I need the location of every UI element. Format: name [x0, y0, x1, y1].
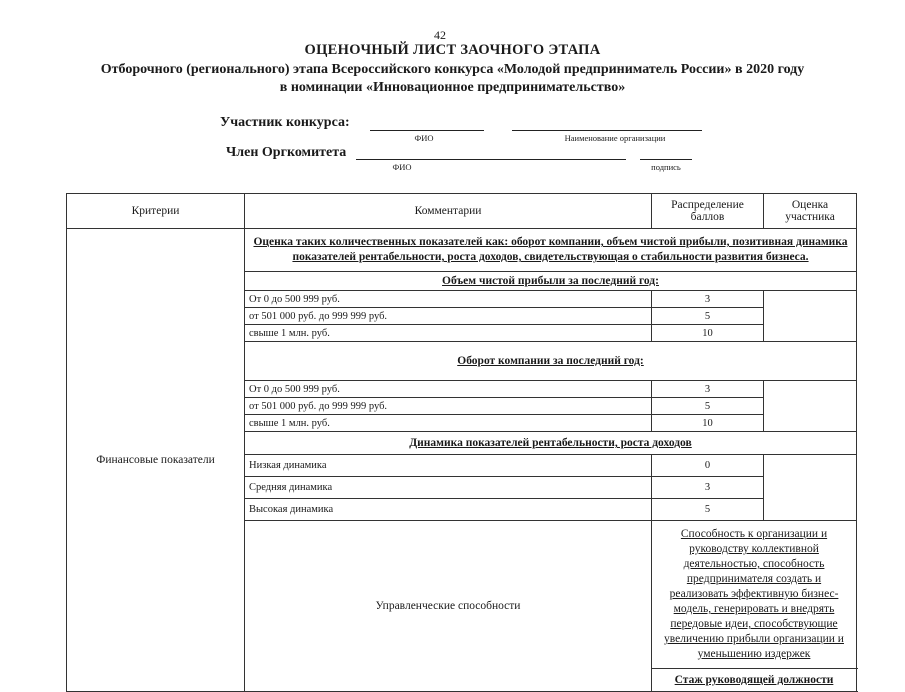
- header-comments: Комментарии: [245, 194, 652, 229]
- header-score: Оценка участника: [764, 194, 857, 229]
- management-description: Способность к организации и руководству коллективной деятельностью, способность предпринимателя создать и реализовать эффективную бизнес-модель, генерировать и внедрять передовые идеи, способствующие увеличению прибыли организации и уменьшению издержек: [652, 521, 857, 669]
- row-points: 0: [652, 455, 764, 477]
- document-title: ОЦЕНОЧНЫЙ ЛИСТ ЗАОЧНОГО ЭТАПА: [304, 42, 601, 58]
- row-label: свыше 1 млн. руб.: [245, 325, 652, 342]
- row-label: От 0 до 500 999 руб.: [245, 381, 652, 398]
- financial-description: Оценка таких количественных показателей как: оборот компании, объем чистой прибыли, позитивная динамика показателей рентабельности, роста доходов, свидетельствующая о стабильности развития бизнеса.: [245, 229, 857, 272]
- member-label: Член Оргкомитета: [226, 145, 347, 160]
- row-points: 3: [652, 477, 764, 499]
- row-points: 3: [652, 381, 764, 398]
- experience-title: Стаж руководящей должности: [652, 669, 857, 692]
- row-label: свыше 1 млн. руб.: [245, 415, 652, 432]
- row-label: Высокая динамика: [245, 499, 652, 521]
- participant-org-line: [512, 130, 702, 131]
- score-cell-net-profit[interactable]: [764, 291, 857, 342]
- row-label: от 501 000 руб. до 999 999 руб.: [245, 308, 652, 325]
- dynamics-title: Динамика показателей рентабельности, роста доходов: [245, 432, 857, 455]
- member-fio-caption: ФИО: [392, 162, 412, 172]
- document-subtitle-line1: Отборочного (регионального) этапа Всероссийского конкурса «Молодой предприниматель России» в 2020 году: [100, 62, 805, 77]
- member-sign-caption: подпись: [651, 162, 681, 172]
- header-criteria: Критерии: [67, 194, 245, 229]
- row-points: 10: [652, 415, 764, 432]
- participant-org-caption: Наименование организации: [564, 133, 666, 143]
- row-label: Средняя динамика: [245, 477, 652, 499]
- page-number: 42: [434, 28, 446, 42]
- row-points: 3: [652, 291, 764, 308]
- participant-fio-caption: ФИО: [414, 133, 434, 143]
- criterion-management: Управленческие способности: [245, 521, 652, 692]
- participant-fio-line: [370, 130, 484, 131]
- row-points: 10: [652, 325, 764, 342]
- row-label: Низкая динамика: [245, 455, 652, 477]
- row-points: 5: [652, 308, 764, 325]
- participant-label: Участник конкурса:: [220, 115, 350, 130]
- table-header-row: [67, 194, 857, 229]
- header-points: Распределение баллов: [652, 194, 764, 229]
- table-row: [67, 229, 857, 272]
- row-label: От 0 до 500 999 руб.: [245, 291, 652, 308]
- evaluation-table: [66, 193, 857, 692]
- document-subtitle-line2: в номинации «Инновационное предпринимательство»: [279, 80, 626, 95]
- member-fio-line: [356, 159, 626, 160]
- member-sign-line: [640, 159, 692, 160]
- criterion-financial: Финансовые показатели: [67, 229, 245, 692]
- turnover-title: Оборот компании за последний год:: [245, 342, 857, 381]
- row-label: от 501 000 руб. до 999 999 руб.: [245, 398, 652, 415]
- score-cell-turnover[interactable]: [764, 381, 857, 432]
- row-points: 5: [652, 398, 764, 415]
- net-profit-title: Объем чистой прибыли за последний год:: [245, 272, 857, 291]
- row-points: 5: [652, 499, 764, 521]
- score-cell-dynamics[interactable]: [764, 455, 857, 521]
